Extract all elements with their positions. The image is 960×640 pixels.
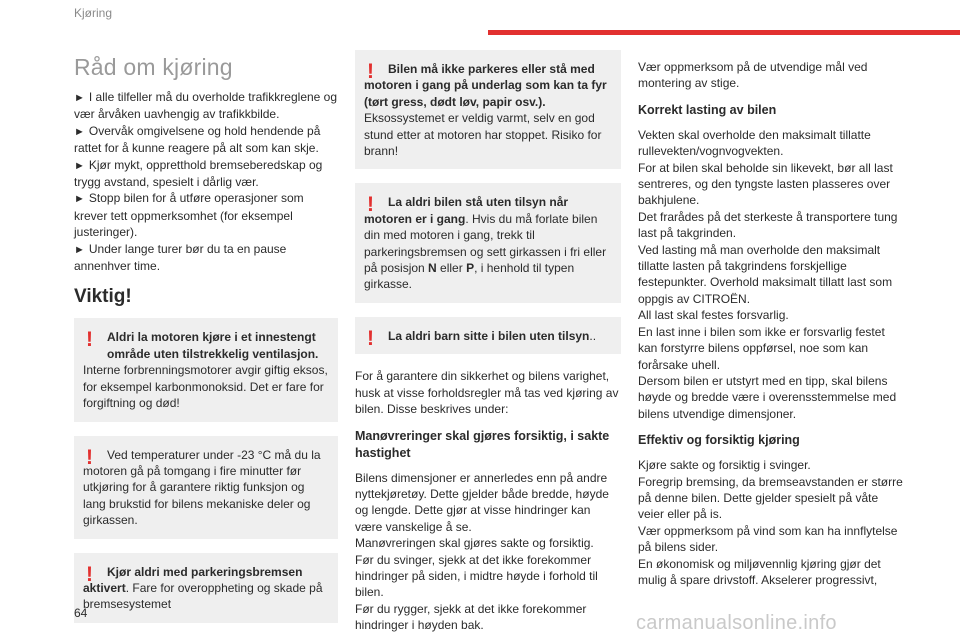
- column-2: [355, 50, 621, 640]
- paragraph: Foregrip bremsing, da bremseavstanden er større på denne bilen. Dette gjelder spesielt på våte veier eller på is.: [638, 474, 903, 522]
- paragraph: Før du svinger, sjekk at det ikke forekommer hindringer på siden, i midtre høyde i forhold til bilen.: [355, 552, 598, 600]
- warning-body: La aldri bilen stå uten tilsyn når motoren er i gang. Hvis du må forlate bilen din med motoren i gang, trekk til parkeringsbremsen og sett girkassen i fri eller på posisjon N eller P, i henhold til typen girkasse.: [364, 195, 607, 292]
- intro-paragraph: For å garantere din sikkerhet og bilens varighet, husk at visse forholdsregler må tas ved kjøring av bilen. Disse beskrives under:: [355, 369, 619, 417]
- warning-exclamation-icon: !: [86, 445, 93, 469]
- accent-bar: [488, 30, 960, 35]
- maneuver-heading: Manøvreringer skal gjøres forsiktig, i sakte hastighet: [355, 428, 610, 460]
- watermark: carmanualsonline.info: [636, 612, 837, 634]
- warning-box: [74, 318, 338, 421]
- warning-box: [355, 50, 621, 169]
- paragraph: For at bilen skal beholde sin likevekt, bør all last sentreres, og den tyngste lasten plasseres over bakhjulene.: [638, 160, 893, 208]
- paragraph: Vekten skal overholde den maksimalt tillatte rullevekten/vognvogvekten.: [638, 127, 871, 159]
- loading-heading: Korrekt lasting av bilen: [638, 102, 777, 117]
- page-number: 64: [74, 606, 88, 620]
- arrow-icon: ►: [74, 159, 85, 172]
- warning-exclamation-icon: !: [367, 60, 374, 83]
- warning-lead: Kjør aldri med parkeringsbremsen aktivert: [83, 564, 303, 595]
- paragraph: Bilens dimensjoner er annerledes enn på andre nyttekjøretøy. Dette gjelder både bredde, høyde og lengde. Dette gjør at visse hindringer kan være vanskelige å se.: [355, 470, 609, 534]
- warning-lead: La aldri bilen stå uten tilsyn når motoren er i gang: [364, 195, 569, 226]
- paragraph: All last skal festes forsvarlig.: [638, 308, 789, 323]
- warning-box: [74, 436, 338, 539]
- column-1: [74, 50, 338, 637]
- warning-exclamation-icon: !: [367, 326, 374, 350]
- paragraph: Manøvreringen skal gjøres sakte og forsiktig.: [355, 536, 594, 551]
- paragraph: En last inne i bilen som ikke er forsvarlig festet kan forstyrre bilens oppførsel, noe som kan forårsake uhell.: [638, 324, 885, 372]
- arrow-icon: ►: [74, 243, 85, 256]
- important-heading: Viktig!: [74, 286, 132, 308]
- warning-exclamation-icon: !: [86, 562, 93, 586]
- warning-box: [355, 183, 621, 302]
- warning-lead: Aldri la motoren kjøre i et innestengt område uten tilstrekkelig ventilasjon.: [107, 330, 319, 361]
- warning-body: Kjør aldri med parkeringsbremsen aktivert. Fare for overoppheting og skade på bremsesystemet: [83, 564, 323, 612]
- bullet-item: ► Stopp bilen for å utføre operasjoner som krever tett oppmerksomhet (for eksempel justeringer).: [74, 191, 304, 240]
- warning-body: Eksossystemet er veldig varmt, selv en god stund etter at motoren har stoppet. Risiko for brann!: [364, 111, 602, 159]
- paragraph: Ved lasting må man overholde den maksimalt tillatte lasten på takgrindens forskjellige festepunkter. Overhold maksimalt tillatt last som oppgis av CITROËN.: [638, 242, 893, 306]
- paragraph: Vær oppmerksom på vind som kan ha innflytelse på bilens sider.: [638, 523, 898, 555]
- warning-lead: La aldri barn sitte i bilen uten tilsyn: [388, 328, 590, 343]
- arrow-icon: ►: [74, 193, 85, 206]
- bullet-item: ► I alle tilfeller må du overholde trafikkreglene og vær årvåken uavhengig av trafikkbilde.: [74, 90, 338, 122]
- warning-exclamation-icon: !: [367, 193, 374, 217]
- paragraph: Før du rygger, sjekk at det ikke forekommer hindringer i høyden bak.: [355, 601, 587, 633]
- warning-lead: Bilen må ikke parkeres eller stå med motoren i gang på underlag som kan ta fyr (tørt gress, dødt løv, papir osv.).: [364, 62, 607, 109]
- efficient-driving-heading: Effektiv og forsiktig kjøring: [638, 433, 800, 448]
- warning-body: Ved temperaturer under -23 °C må du la motoren gå på tomgang i fire minutter før utkjøring for å garantere riktig funksjon og lang brukstid for bilens mekaniske deler og girkassen.: [83, 447, 321, 528]
- bullet-item: ► Under lange turer bør du ta en pause annenhver time.: [74, 241, 287, 274]
- warning-exclamation-icon: !: [86, 328, 93, 352]
- warning-body: La aldri barn sitte i bilen uten tilsyn..: [388, 328, 597, 343]
- paragraph: En økonomisk og miljøvennlig kjøring gjør det mulig å spare drivstoff. Akselerer progressivt,: [638, 556, 881, 587]
- paragraph: Kjøre sakte og forsiktig i svinger.: [638, 458, 811, 473]
- running-header: Kjøring: [74, 6, 113, 20]
- column-3: [638, 50, 904, 588]
- warning-body: Interne forbrenningsmotorer avgir giftig eksos, for eksempel karbonmonoksid. Det er fare for forgiftning og død!: [83, 363, 328, 411]
- section-title: Råd om kjøring: [74, 54, 233, 80]
- warning-box: [74, 553, 338, 623]
- bullet-item: ► Overvåk omgivelsene og hold hendende på rattet for å kunne reagere på alt som kan skje.: [74, 123, 321, 156]
- paragraph: Det frarådes på det sterkeste å transportere tung last på takgrinden.: [638, 209, 898, 241]
- bullet-item: ► Kjør mykt, oppretthold bremseberedskap og trygg avstand, spesielt i dårlig vær.: [74, 157, 323, 190]
- arrow-icon: ►: [74, 92, 85, 104]
- arrow-icon: ►: [74, 125, 85, 138]
- warning-box: [355, 317, 621, 354]
- paragraph: Vær oppmerksom på de utvendige mål ved montering av stige.: [638, 60, 868, 91]
- paragraph: Dersom bilen er utstyrt med en tipp, skal bilens høyde og bredde være i overensstemmelse med bilens utvendige dimensjoner.: [638, 373, 897, 421]
